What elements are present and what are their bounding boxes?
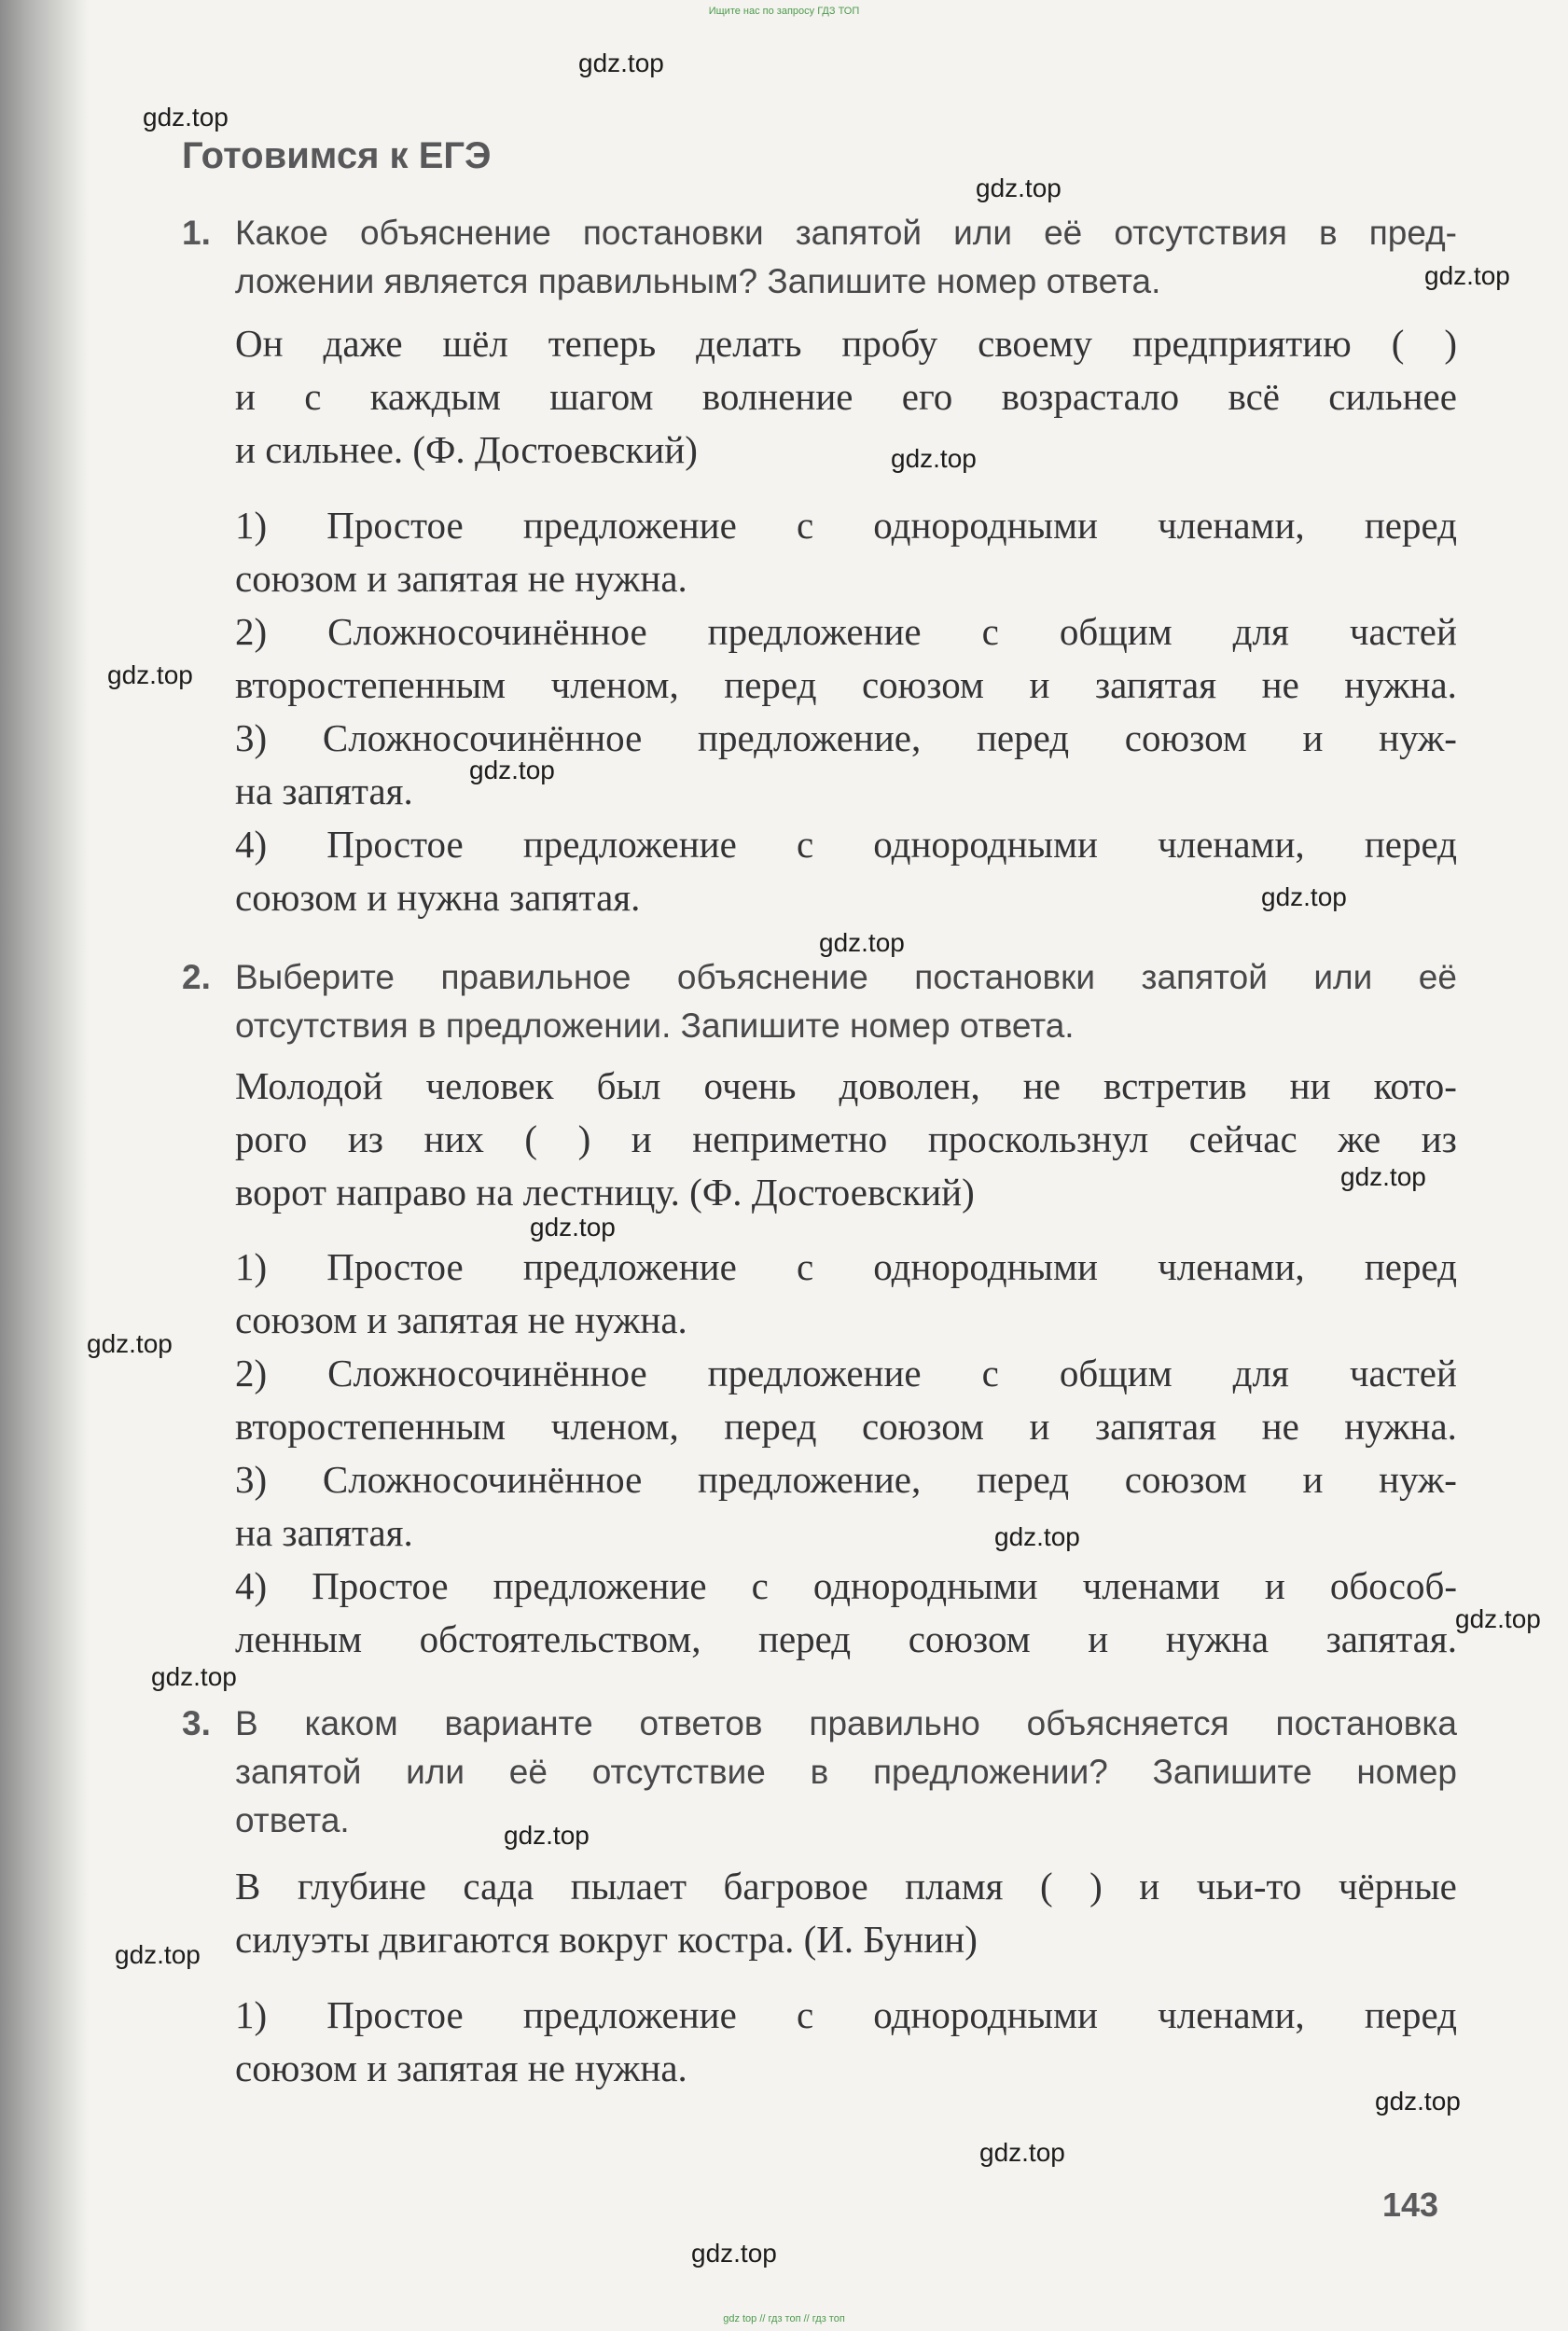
task-3-question: [182, 1700, 1457, 1845]
watermark: gdz.top: [976, 173, 1062, 202]
option-line: союзом и запятая не нужна.: [235, 1298, 687, 1341]
watermark: gdz.top: [578, 49, 664, 77]
task-1-sentence: [235, 317, 1457, 477]
watermark: gdz.top: [994, 1522, 1080, 1551]
task-3-options: [235, 1989, 1457, 2095]
watermark: gdz.top: [151, 1662, 237, 1691]
sentence-line: В глубине сада пылает багровое пламя ( ) и чьи-то чёрные: [235, 1865, 1457, 1908]
task-number: 1.: [182, 214, 211, 252]
option-line: 2) Сложносочинённое предложение с общим для частей: [235, 610, 1457, 653]
watermark: gdz.top: [1455, 1604, 1541, 1633]
question-line: отсутствия в предложении. Запишите номер ответа.: [235, 1006, 1075, 1045]
question-line: В каком варианте ответов правильно объясняется постановка: [235, 1704, 1457, 1742]
option-line: 3) Сложносочинённое предложение, перед союзом и нуж-: [235, 1458, 1457, 1501]
task-1-question: [182, 209, 1457, 306]
watermark: gdz.top: [979, 2138, 1065, 2167]
task-number: 3.: [182, 1704, 211, 1742]
watermark: gdz.top: [891, 444, 977, 473]
option-line: союзом и запятая не нужна.: [235, 2047, 687, 2089]
watermark: gdz.top: [107, 660, 193, 689]
question-line: Выберите правильное объяснение постановки запятой или её: [235, 958, 1457, 996]
question-line: запятой или её отсутствие в предложении? Запишите номер: [235, 1753, 1457, 1791]
sentence-line: Молодой человек был очень доволен, не встретив ни кото-: [235, 1064, 1457, 1107]
watermark: gdz.top: [469, 756, 555, 784]
footer-note: gdz top // гдз топ // гдз топ: [723, 2313, 845, 2324]
option-line: на запятая.: [235, 1511, 413, 1554]
watermark: gdz.top: [1424, 261, 1510, 290]
watermark: gdz.top: [504, 1821, 590, 1850]
question-line: ответа.: [235, 1801, 350, 1839]
sentence-line: ворот направо на лестницу. (Ф. Достоевский): [235, 1171, 975, 1214]
option-line: 1) Простое предложение с однородными членами, перед: [235, 1245, 1457, 1288]
option-line: союзом и нужна запятая.: [235, 876, 641, 919]
watermark: gdz.top: [143, 103, 229, 132]
option-line: ленным обстоятельством, перед союзом и нужна запятая.: [235, 1617, 1457, 1660]
sentence-line: рого из них ( ) и неприметно проскользнул сейчас же из: [235, 1117, 1457, 1160]
option-line: 4) Простое предложение с однородными членами и обособ-: [235, 1564, 1457, 1607]
sentence-line: и с каждым шагом волнение его возрастало всё сильнее: [235, 375, 1457, 418]
sentence-line: Он даже шёл теперь делать пробу своему предприятию ( ): [235, 322, 1457, 365]
option-line: 3) Сложносочинённое предложение, перед союзом и нуж-: [235, 716, 1457, 759]
task-2-question: [182, 953, 1457, 1050]
book-gutter-shadow: [0, 0, 89, 2331]
task-2-sentence: [235, 1060, 1457, 1219]
watermark: gdz.top: [819, 928, 905, 957]
option-line: на запятая.: [235, 770, 413, 812]
watermark: gdz.top: [1340, 1162, 1426, 1191]
header-note: Ищите нас по запросу ГДЗ ТОП: [708, 6, 860, 17]
task-3-sentence: [235, 1860, 1457, 1966]
sentence-line: и сильнее. (Ф. Достоевский): [235, 428, 698, 471]
watermark: gdz.top: [87, 1329, 173, 1358]
page-number: 143: [1382, 2185, 1439, 2224]
option-line: второстепенным членом, перед союзом и запятая не нужна.: [235, 663, 1457, 706]
sentence-line: силуэты двигаются вокруг костра. (И. Бунин): [235, 1918, 978, 1961]
watermark: gdz.top: [691, 2239, 777, 2268]
task-1-options: [235, 499, 1457, 924]
option-line: союзом и запятая не нужна.: [235, 557, 687, 600]
option-line: 4) Простое предложение с однородными членами, перед: [235, 823, 1457, 866]
option-line: 1) Простое предложение с однородными членами, перед: [235, 1993, 1457, 2036]
watermark: gdz.top: [1375, 2087, 1461, 2116]
question-line: Какое объяснение постановки запятой или её отсутствия в пред-: [235, 214, 1457, 252]
option-line: 2) Сложносочинённое предложение с общим для частей: [235, 1352, 1457, 1394]
watermark: gdz.top: [115, 1940, 201, 1969]
section-title: Готовимся к ЕГЭ: [182, 135, 492, 176]
task-number: 2.: [182, 958, 211, 996]
option-line: 1) Простое предложение с однородными членами, перед: [235, 504, 1457, 547]
question-line: ложении является правильным? Запишите номер ответа.: [235, 262, 1161, 300]
option-line: второстепенным членом, перед союзом и запятая не нужна.: [235, 1405, 1457, 1448]
watermark: gdz.top: [1261, 882, 1347, 911]
watermark: gdz.top: [530, 1213, 616, 1242]
task-2-options: [235, 1241, 1457, 1666]
